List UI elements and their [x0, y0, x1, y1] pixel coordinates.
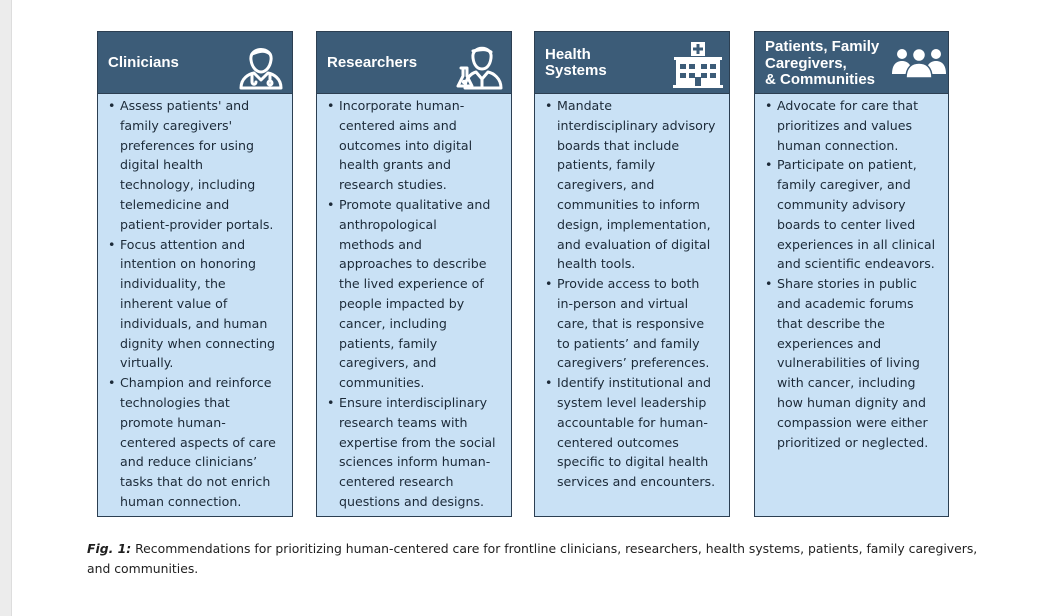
bullet-text-line: Mandate [557, 98, 612, 113]
hospital-icon [671, 39, 725, 89]
bullet-text-line: caregivers’ preferences. [557, 355, 710, 371]
bullet-item [764, 96, 944, 155]
bullet-text-line: anthropological [339, 216, 437, 232]
bullet-text-line: centered research [339, 474, 454, 490]
bullet-text-line: health tools. [557, 256, 636, 272]
bullet-text-line: centered aims and [339, 117, 457, 133]
bullet-text-line: individuality, the [120, 276, 226, 292]
column-header [535, 32, 729, 94]
bullet-text-line: how human dignity and [777, 394, 926, 410]
bullet-text-line: preferences for using [120, 137, 255, 153]
bullet-text-line: family caregivers' [120, 117, 233, 133]
bullet-text-line: telemedicine and [120, 196, 230, 212]
figure-caption [87, 539, 987, 579]
bullet-text-line: prioritized or neglected. [777, 434, 929, 450]
bullet-text-line: expertise from the social [339, 434, 496, 450]
bullet-text-line: prioritizes and values [777, 117, 913, 133]
bullet-text-line: the lived experience of [339, 276, 484, 292]
column-title [108, 32, 258, 93]
bullet-text-line: technologies that [120, 394, 230, 410]
bullet-dot: • [327, 98, 335, 113]
column-title-line: Researchers [327, 53, 418, 71]
bullet-text-line: questions and designs. [339, 493, 485, 509]
clinicians-column [97, 31, 293, 517]
caption-text-continued: and communities. [87, 561, 199, 576]
health-systems-column [534, 31, 730, 517]
bullet-list [544, 96, 725, 492]
bullet-text-line: caregivers, and [557, 177, 655, 193]
bullet-text-line: communities to inform [557, 196, 700, 212]
bullet-text-line: experiences in all clinical [777, 236, 936, 252]
bullet-text-line: patients, family [339, 335, 438, 351]
bullet-text-line: specific to digital health [557, 454, 709, 470]
bullet-text-line: communities. [339, 375, 425, 391]
bullet-text-line: with cancer, including [777, 375, 916, 391]
column-header [755, 32, 948, 94]
bullet-text-line: Assess patients' and [120, 98, 250, 113]
bullet-text-line: cancer, including [339, 315, 447, 331]
bullet-item [326, 195, 507, 393]
bullet-text-line: caregivers, and [339, 355, 437, 371]
bullet-item [107, 235, 288, 374]
bullet-text-line: intention on honoring [120, 256, 256, 272]
clinician-icon [237, 38, 285, 90]
bullet-dot: • [765, 98, 773, 113]
bullet-dot: • [545, 375, 553, 391]
bullet-text-line: centered aspects of care [120, 434, 276, 450]
bullet-text-line: Promote qualitative and [339, 196, 491, 212]
bullet-text-line: inherent value of [120, 295, 228, 311]
bullet-text-line: vulnerabilities of living [777, 355, 920, 371]
bullet-list [107, 96, 288, 512]
bullet-text-line: boards that include [557, 137, 680, 153]
bullet-text-line: research teams with [339, 414, 468, 430]
page-edge [0, 0, 12, 616]
bullet-text-line: human connection. [777, 137, 899, 153]
bullet-text-line: methods and [339, 236, 422, 252]
bullet-text-line: people impacted by [339, 295, 465, 311]
bullet-dot: • [545, 276, 553, 292]
researcher-icon [455, 38, 505, 90]
bullet-dot: • [545, 98, 553, 113]
bullet-text-line: system level leadership [557, 394, 707, 410]
bullet-text-line: Incorporate human- [339, 98, 465, 113]
bullet-text-line: interdisciplinary advisory [557, 117, 716, 133]
bullet-text-line: Ensure interdisciplinary [339, 394, 488, 410]
column-header [317, 32, 511, 94]
bullet-item [326, 393, 507, 512]
bullet-dot: • [327, 394, 335, 410]
bullet-text-line: experiences and [777, 335, 882, 351]
bullet-list [326, 96, 507, 512]
bullet-item [764, 155, 944, 274]
researchers-column [316, 31, 512, 517]
bullet-text-line: Participate on patient, [777, 157, 917, 173]
bullet-text-line: patients, family [557, 157, 656, 173]
bullet-text-line: virtually. [120, 355, 174, 371]
bullet-text-line: tasks that do not enrich [120, 474, 271, 490]
bullet-text-line: to patients’ and family [557, 335, 700, 351]
bullet-text-line: dignity when connecting [120, 335, 276, 351]
bullet-text-line: community advisory [777, 196, 906, 212]
column-title-line: Systems [545, 61, 607, 79]
bullet-text-line: approaches to describe [339, 256, 487, 272]
bullet-text-line: and academic forums [777, 295, 914, 311]
column-title-line: Health [545, 45, 591, 63]
bullet-item [326, 96, 507, 195]
bullet-dot: • [108, 98, 116, 113]
column-title-line: Caregivers, [765, 54, 847, 72]
bullet-text-line: and evaluation of digital [557, 236, 711, 252]
bullet-text-line: services and encounters. [557, 474, 716, 490]
bullet-text-line: technology, including [120, 177, 256, 193]
bullet-text-line: compassion were either [777, 414, 928, 430]
bullet-text-line: in-person and virtual [557, 295, 689, 311]
bullet-dot: • [765, 276, 773, 292]
bullet-text-line: Identify institutional and [557, 375, 711, 391]
bullet-text-line: family caregiver, and [777, 177, 911, 193]
bullet-text-line: outcomes into digital [339, 137, 473, 153]
column-header [98, 32, 292, 94]
column-title-line: Patients, Family [765, 38, 880, 55]
bullet-text-line: Share stories in public [777, 276, 917, 292]
bullet-item [544, 274, 725, 373]
bullet-text-line: individuals, and human [120, 315, 268, 331]
bullet-text-line: promote human- [120, 414, 226, 430]
bullet-dot: • [327, 196, 335, 212]
bullet-text-line: and scientific endeavors. [777, 256, 935, 272]
bullet-dot: • [108, 236, 116, 252]
group-icon [891, 44, 947, 78]
caption-text: Recommendations for prioritizing human-centered care for frontline clinicians, researchers, health systems, patients, family caregivers, [131, 541, 978, 556]
bullet-text-line: Advocate for care that [777, 98, 919, 113]
bullet-dot: • [108, 375, 116, 391]
column-title-line: Clinicians [108, 53, 179, 71]
bullet-text-line: that describe the [777, 315, 885, 331]
bullet-text-line: centered outcomes [557, 434, 679, 450]
bullet-text-line: Provide access to both [557, 276, 700, 292]
bullet-item [107, 96, 288, 235]
bullet-text-line: accountable for human- [557, 414, 708, 430]
bullet-text-line: design, implementation, [557, 216, 711, 232]
caption-label: Fig. 1: [87, 541, 132, 556]
bullet-item [764, 274, 944, 452]
bullet-text-line: and reduce clinicians’ [120, 454, 258, 470]
bullet-text-line: human connection. [120, 493, 242, 509]
bullet-text-line: health grants and [339, 157, 451, 173]
column-title-line: & Communities [765, 71, 876, 88]
bullet-item [544, 373, 725, 492]
bullet-text-line: boards to center lived [777, 216, 916, 232]
bullet-dot: • [765, 157, 773, 173]
patients-column [754, 31, 949, 517]
bullet-list [764, 96, 944, 452]
bullet-text-line: digital health [120, 157, 204, 173]
bullet-item [107, 373, 288, 512]
bullet-text-line: care, that is responsive [557, 315, 705, 331]
bullet-text-line: patient-provider portals. [120, 216, 274, 232]
bullet-text-line: sciences inform human- [339, 454, 491, 470]
bullet-text-line: research studies. [339, 177, 447, 193]
bullet-text-line: Focus attention and [120, 236, 246, 252]
bullet-text-line: Champion and reinforce [120, 375, 272, 391]
bullet-item [544, 96, 725, 274]
